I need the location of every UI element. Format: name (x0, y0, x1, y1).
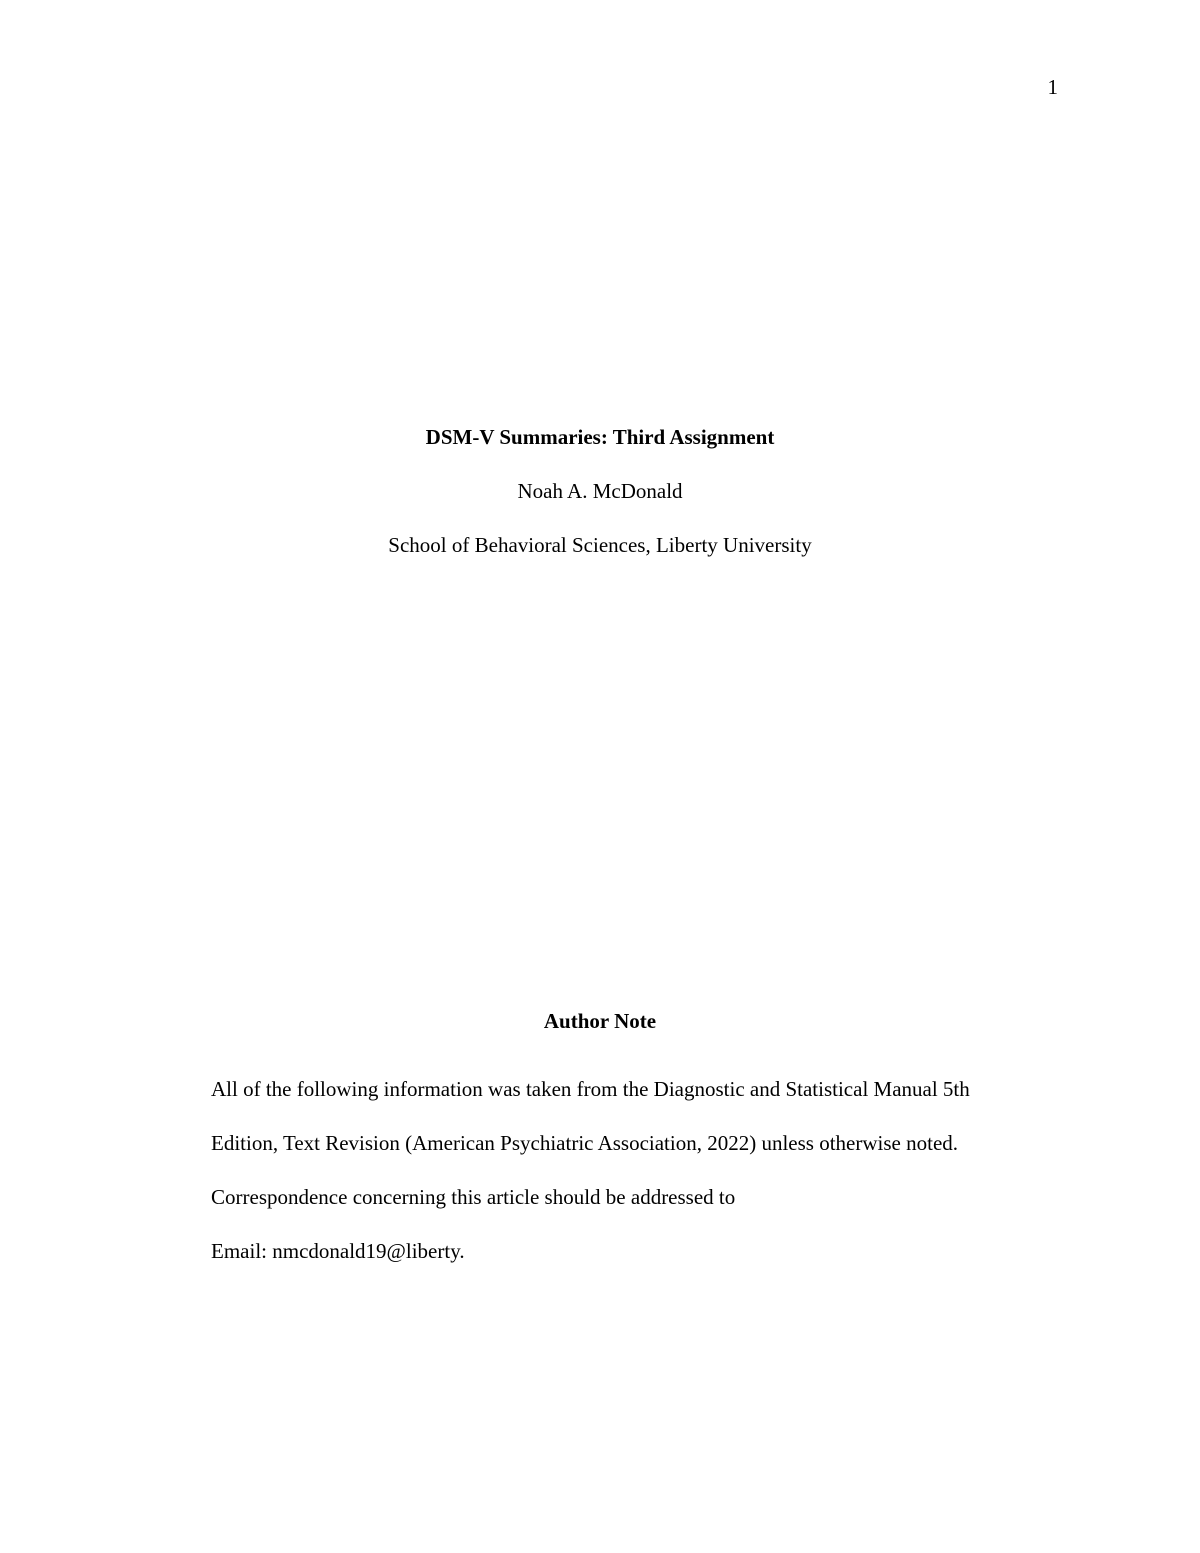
author-note-body (211, 1062, 1036, 1278)
author-name: Noah A. McDonald (517, 479, 683, 503)
author-affiliation: School of Behavioral Sciences, Liberty University (388, 533, 812, 557)
correspondence-line: Correspondence concerning this article should be addressed to (211, 1185, 736, 1209)
page-number: 1 (1047, 75, 1058, 99)
author-note-heading: Author Note (543, 1009, 657, 1033)
paper-title: DSM-V Summaries: Third Assignment (425, 425, 775, 449)
title-block (0, 410, 1200, 572)
source-statement: All of the following information was taken from the Diagnostic and Statistical Manual 5th Edition, Text Revision (American Psychiatric Association, 2022) unless otherwise noted. (211, 1077, 970, 1155)
email-line: Email: nmcdonald19@liberty. (211, 1239, 465, 1263)
